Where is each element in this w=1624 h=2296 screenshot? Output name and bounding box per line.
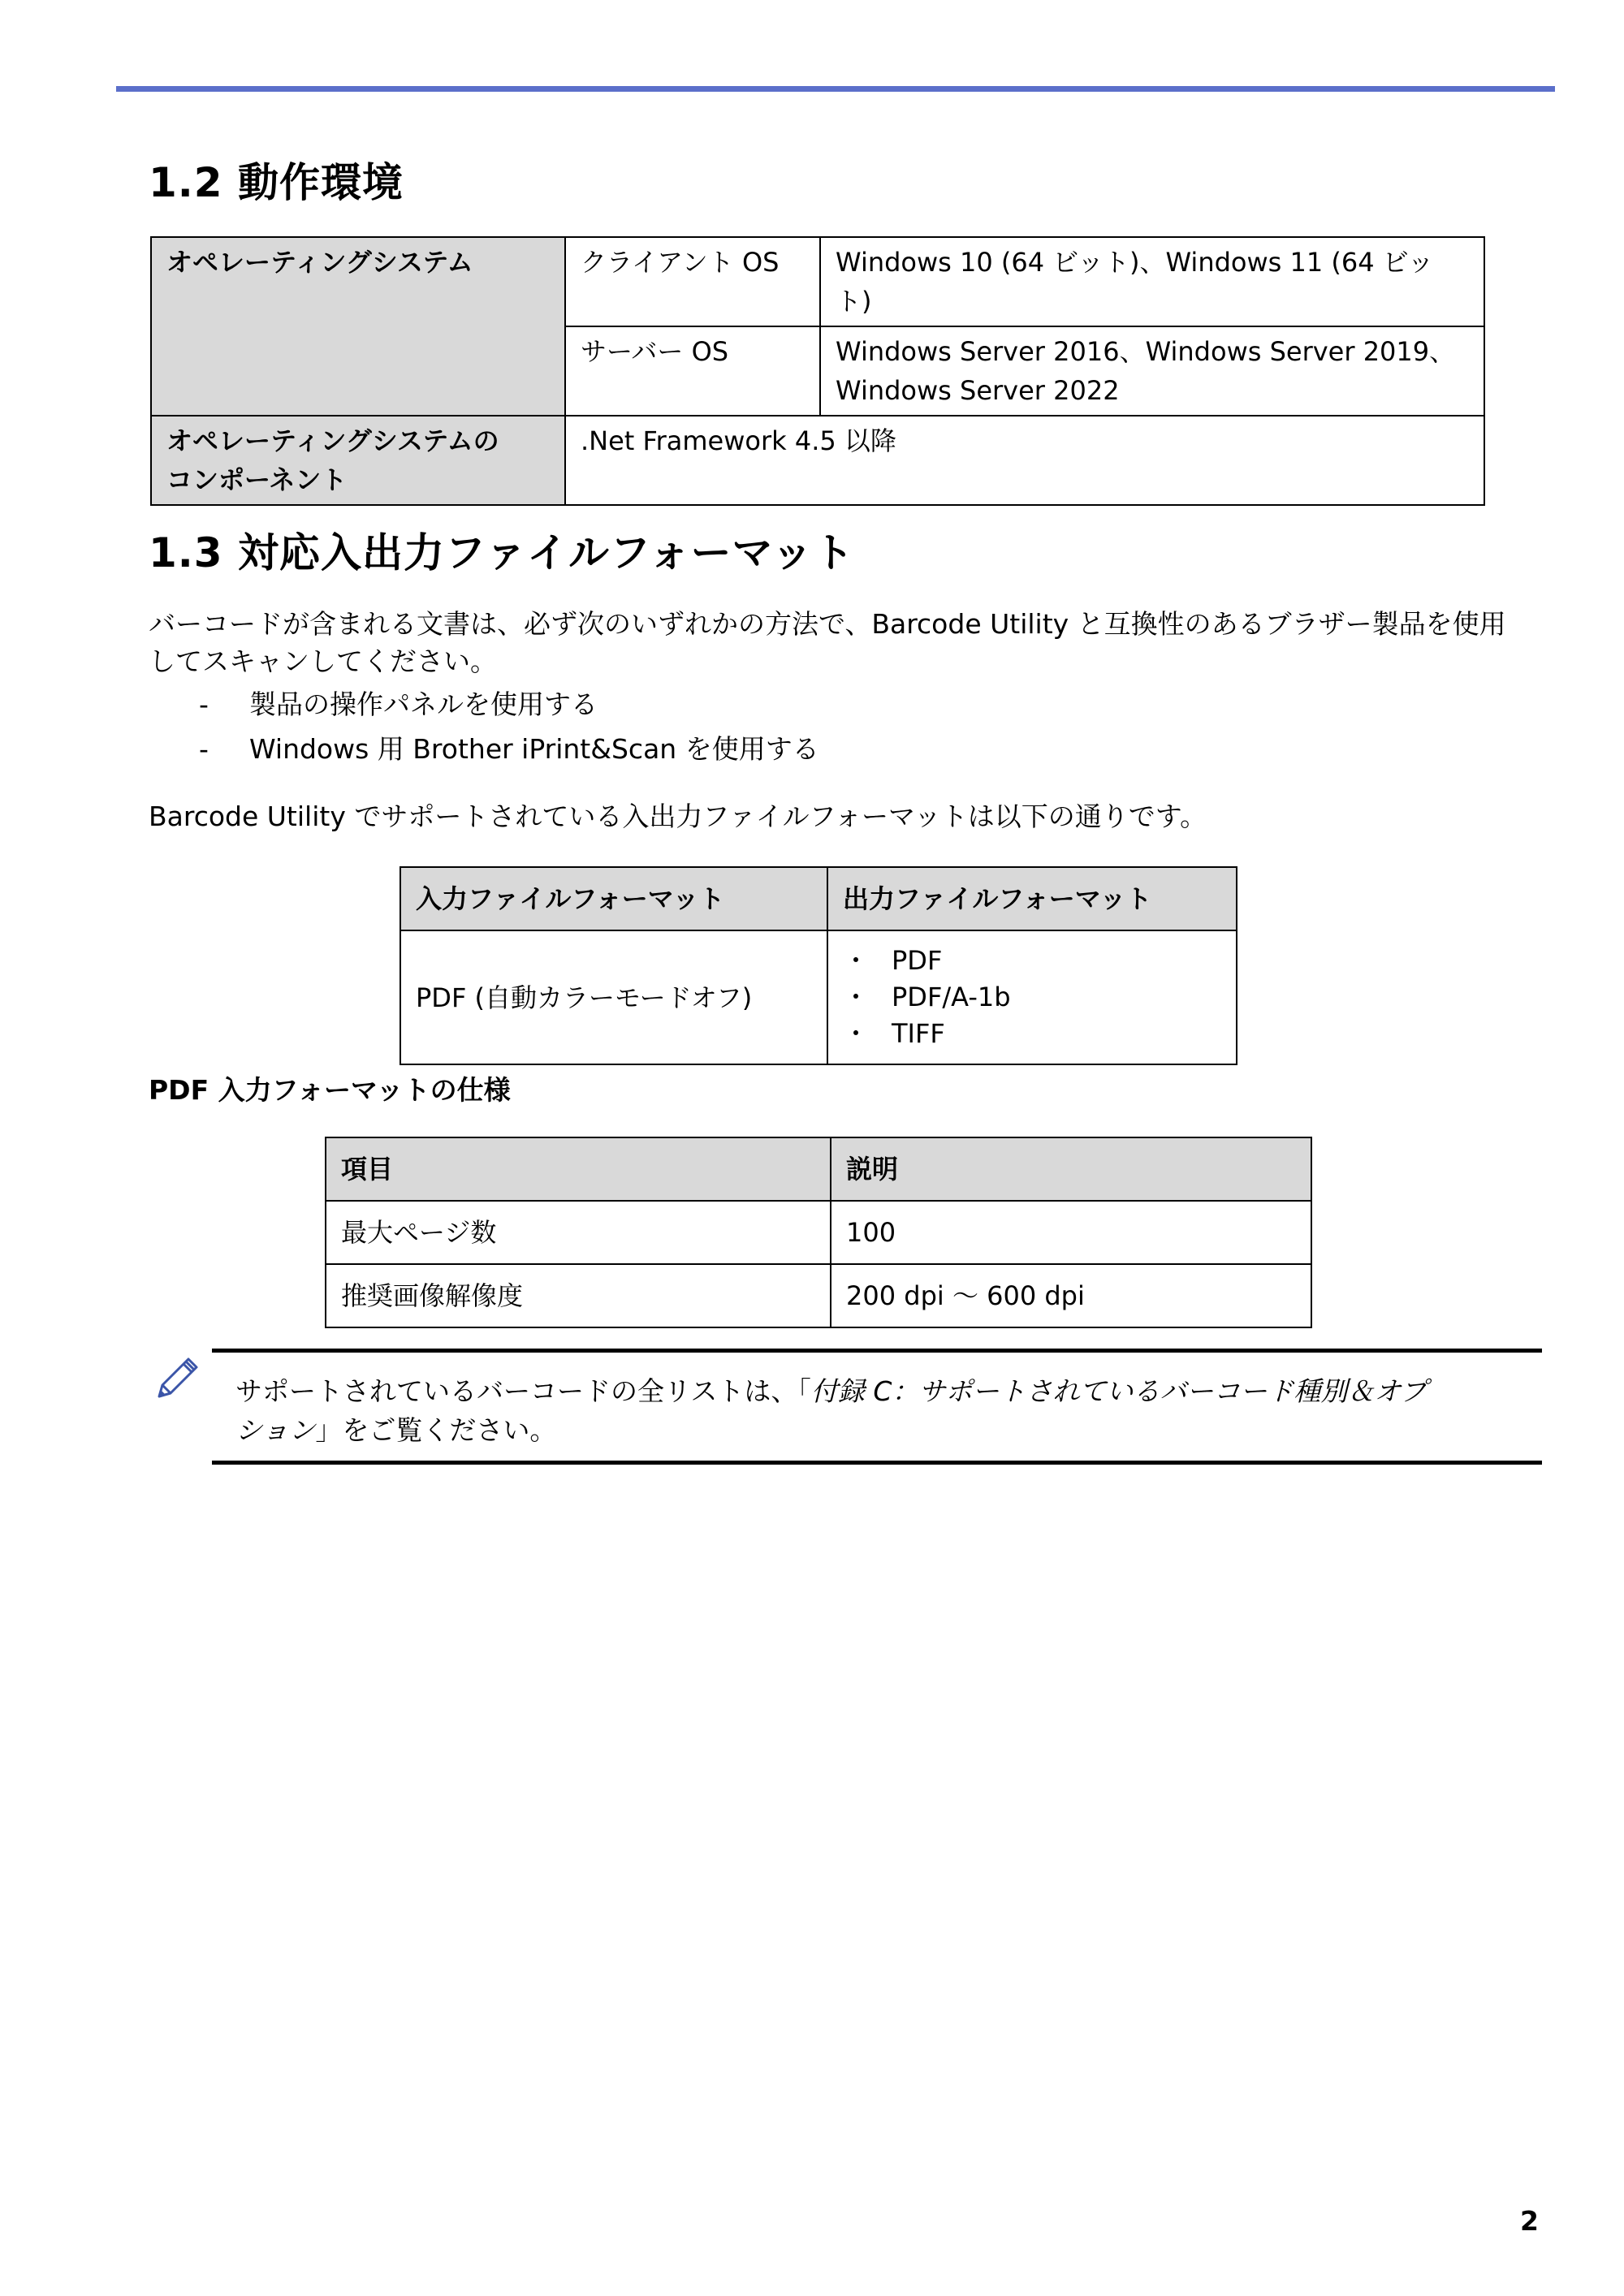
bullet-dot: ・ <box>843 1018 870 1049</box>
server-os-value-line2: Windows Server 2022 <box>836 375 1120 406</box>
note-suffix: 」をご覧ください。 <box>315 1414 557 1446</box>
client-os-value: Windows 10 (64 ビット)、Windows 11 (64 ビット) <box>820 237 1484 326</box>
pencil-icon <box>153 1354 201 1403</box>
output-format: PDF <box>892 945 943 976</box>
note-text <box>235 1372 1535 1450</box>
spec-item: 最大ページ数 <box>326 1201 831 1264</box>
section-1-2-title: 1.2 動作環境 <box>149 159 404 206</box>
intro-line2: してスキャンしてください。 <box>149 645 497 677</box>
bullet-dot: ・ <box>843 945 870 976</box>
note-reference-line2: ション <box>235 1414 316 1446</box>
note-prefix: サポートされているバーコードの全リストは、「 <box>235 1375 811 1407</box>
list-item <box>843 943 1221 979</box>
spec-desc: 200 dpi ～ 600 dpi <box>831 1264 1311 1327</box>
os-label: オペレーティングシステム <box>166 247 473 278</box>
list-item <box>843 1016 1221 1052</box>
bullet-dot: ・ <box>843 982 870 1012</box>
top-accent-rule <box>116 86 1555 92</box>
note-top-rule <box>212 1349 1542 1353</box>
component-label-line1: オペレーティングシステムの <box>166 425 499 456</box>
spec-header-desc: 説明 <box>831 1137 1311 1201</box>
table-row <box>326 1201 1311 1264</box>
input-format-value: PDF (自動カラーモードオフ) <box>400 930 827 1064</box>
format-table <box>400 866 1237 1065</box>
component-label-line2: コンポーネント <box>166 464 348 495</box>
list-item <box>199 731 819 768</box>
bullet-text: Windows 用 Brother iPrint&Scan を使用する <box>249 733 819 765</box>
output-format: PDF/A-1b <box>892 982 1011 1012</box>
spec-item: 推奨画像解像度 <box>326 1264 831 1327</box>
output-format-header: 出力ファイルフォーマット <box>827 867 1237 930</box>
intro-paragraph <box>149 606 1529 680</box>
os-label-cell <box>151 237 565 416</box>
bullet-text: 製品の操作パネルを使用する <box>249 688 598 720</box>
bullet-dash: - <box>199 733 209 765</box>
output-format-cell <box>827 930 1237 1064</box>
server-os-label: サーバー OS <box>565 326 820 416</box>
intro-line1: バーコードが含まれる文書は、必ず次のいずれかの方法で、Barcode Utility と互換性のあるブラザー製品を使用 <box>149 608 1506 640</box>
spec-header-item: 項目 <box>326 1137 831 1201</box>
input-format-header: 入力ファイルフォーマット <box>400 867 827 930</box>
bullet-dash: - <box>199 688 209 720</box>
output-format-list <box>843 943 1221 1052</box>
list-item <box>199 686 598 723</box>
output-format: TIFF <box>892 1018 945 1049</box>
section-1-3-title: 1.3 対応入出力ファイルフォーマット <box>149 529 855 576</box>
server-os-value-line1: Windows Server 2016、Windows Server 2019、 <box>836 336 1456 367</box>
spec-table <box>325 1137 1312 1328</box>
note-reference-line1: 付録 C：サポートされているバーコード種別＆オプ <box>810 1375 1427 1407</box>
list-item <box>843 979 1221 1016</box>
server-os-value-cell <box>820 326 1484 416</box>
spec-desc: 100 <box>831 1201 1311 1264</box>
environment-table <box>150 236 1485 506</box>
table-row <box>326 1264 1311 1327</box>
page-number: 2 <box>1520 2205 1539 2237</box>
component-value: .Net Framework 4.5 以降 <box>565 416 1484 505</box>
pdf-spec-heading: PDF 入力フォーマットの仕様 <box>149 1074 511 1106</box>
client-os-label: クライアント OS <box>565 237 820 326</box>
note-bottom-rule <box>212 1461 1542 1465</box>
component-label-cell <box>151 416 565 505</box>
support-paragraph: Barcode Utility でサポートされている入出力ファイルフォーマットは以下の通りです。 <box>149 801 1207 832</box>
